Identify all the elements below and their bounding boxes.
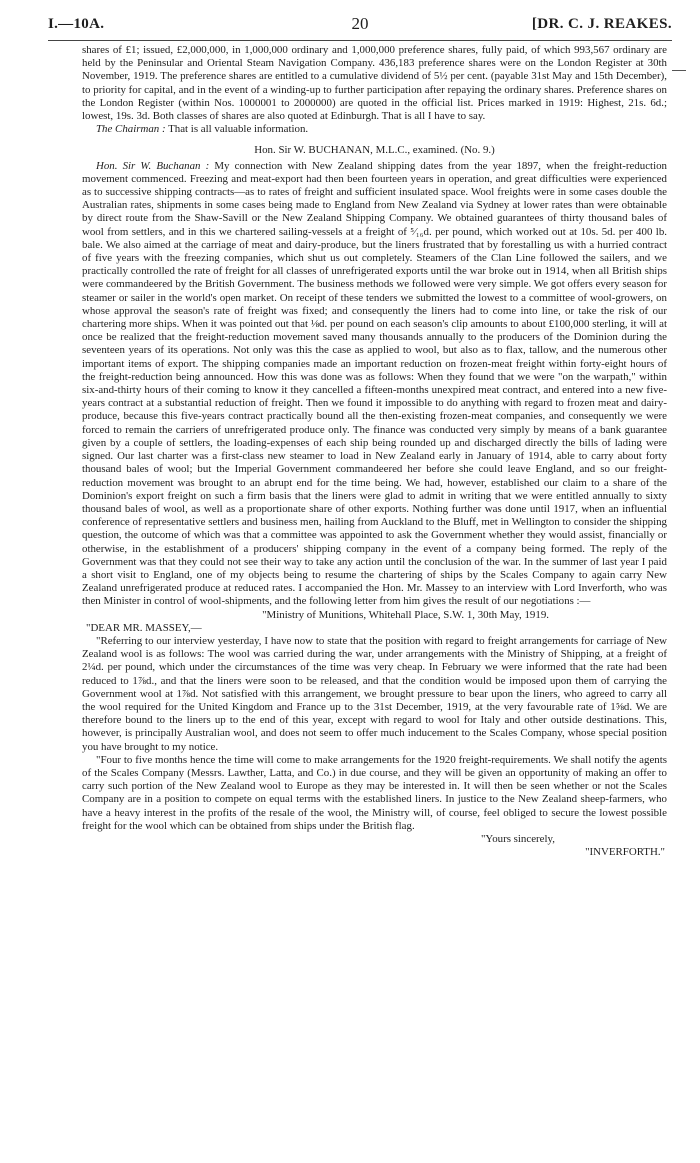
letter-signoff: "Yours sincerely, <box>480 832 555 845</box>
margin-mark <box>672 70 686 71</box>
header-reference: I.—10A. <box>48 16 105 32</box>
speaker-chairman: The Chairman : <box>96 123 166 136</box>
page-number: 20 <box>351 14 369 33</box>
examination-heading: Hon. Sir W. BUCHANAN, M.L.C., examined. (No. 9.) <box>254 144 495 157</box>
paragraph-shares: shares of £1; issued, £2,000,000, in 1,000,000 ordinary and 1,000,000 preference shares, fully paid, of which 993,567 ordinary are held by the Peninsular and Oriental Steam Navigation Company. 436,183 preference shares were on the London Register at 30th November, 1919. The preference shares are entitled to a cumulative dividend of 5½ per cent. (payable 31st May and 15th December), to priority for capital, and in the event of a winding-up to further participation after repaying the ordinary shares. Preference shares on the London Register (within Nos. 1000001 to 2000000) are quoted in the official list. Prices marked in 1919: Highest, 21s. 6d.; lowest, 19s. 3d. Both classes of shares are also quoted at Edinburgh. That is all I have to say. <box>82 44 667 123</box>
letter-signature: "INVERFORTH." <box>585 846 665 859</box>
letter-heading: "Ministry of Munitions, Whitehall Place, S.W. 1, 30th May, 1919. <box>262 608 549 621</box>
letter-salutation: "DEAR MR. MASSEY,— <box>86 621 202 634</box>
speaker-buchanan: Hon. Sir W. Buchanan : <box>96 159 210 172</box>
header-rule <box>48 40 672 41</box>
letter-paragraph-2: "Four to five months hence the time will come to make arrangements for the 1920 freight-requirements. We shall notify the agents of the Scales Company (Messrs. Lawther, Latta, and Co.) in due course, and they will be given an opportunity of making an offer to carry such portion of the New Zealand wool to Europe as they may be interested in. It will then be seen whether or not the Scales Company are in a position to compete on equal terms with the established liners. In justice to the New Zealand sheep-farmers, who have a heavy interest in the profits of the resale of the wool, the Ministry will, of course, feel obliged to secure the lowest possible freight for the wool which can be obtained from ships under the British flag. <box>82 753 667 832</box>
chairman-remark: That is all valuable information. <box>168 123 309 136</box>
header-witness: [DR. C. J. REAKES. <box>531 16 672 32</box>
buchanan-evidence: My connection with New Zealand shipping dates from the year 1897, when the freight-reduction movement commenced. Freezing and meat-export had then been fourteen years in operation, and great difficulties were experienced as to successive shipping contracts—as to rates of freight and sufficient insulated space. Wool freights were in some cases double the Australian rates, shipments in some cases being made to England from New Zealand via Sydney at lower rates than were obtainable by direct route from the Shaw-Savill or the New Zealand Shipping Company. We obtained guarantees of thirty thousand bales of wool from settlers, and in this we chartered sailing-vessels at a freight of ⁵⁄₁₆d. per pound, which worked out at 10s. 5d. per 400 lb. bale. We also aimed at the carriage of meat and dairy-produce, but the liners frustrated that by forestalling us with a hurried contract of five years with the freezing companies, which shut us out completely. Steamers of the Clan Line followed the sailers, and we practically controlled the rate of freight for all classes of unrefrigerated exports until the war broke out in 1914, when all British ships were commandeered by the British Government. The business methods we followed were very simple. We got offers every season for steamer or sailer in the world's open market. On receipt of these tenders we submitted the lowest to a committee of wool-growers, on whose approval the season's rate of freight was fixed; and consequently the liners had to come into line, or take the risk of our chartering more ships. When it was pointed out that ⅛d. per pound on each season's clip amounts to about £100,000 sterling, it will at once be realized that the freight-reduction movement saved many thousands annually to the producers of the Dominion during the seventeen years of its operations. Not only was this the case as applied to wool, but also as to flax, tallow, and the numerous other important items of export. The shipping companies made an important reduction on frozen-meat freight within forty-eight hours of the freight-reduction being announced. How this was done was as follows: When they found that we were "on the warpath," within six-and-thirty hours of their coming to know it they cancelled a fifteen-months unexpired meat contract, and entered into a new five-years contract at a substantial reduction of freight. Then we found it impossible to do anything with regard to frozen meat and dairy-produce, because this five-years contract practically bound all the then-existing frozen-meat companies, and consequently we were forced to remain the carriers of unrefrigerated produce only. The finance was conducted very simply by means of a bank guarantee given by a couple of settlers, the loading-expenses of each ship being rounded up and discharged directly the bills of lading were signed. Our last charter was a first-class new steamer to load in New Zealand early in January of 1914, able to carry about forty thousand bales of wool; but the Imperial Government commandeered her before she could leave England, and so our freight-reduction movement was brought to an abrupt end for the time being. We had, however, established our claim to a share of the Dominion's export freight on such a firm basis that the liners were glad to admit in writing that we were entitled annually to sixty thousand bales of wool, as well as a proportionate share of other exports. Nothing further was done until 1917, when an influential conference of representative settlers and business men, hailing from Auckland to the Bluff, met in Wellington to consider the shipping question, the outcome of which was that a committee was appointed to ask the Government whether they would assist, financially or otherwise, in the establishment of a producers' shipping company in the event of a company being formed. The reply of the Government was that they could not see their way to take any action until the conclusion of the war. In the summer of last year I paid a short visit to England, one of my objects being to resume the chartering of ships by the Scales Company to again carry New Zealand unrefrigerated produce at reduced rates. I accompanied the Hon. Mr. Massey to an interview with Lord Inverforth, who was then Minister in control of wool-shipments, and the following letter from him gives the result of our negotiations :— <box>82 159 667 608</box>
letter-paragraph-1: "Referring to our interview yesterday, I have now to state that the position with regard to freight arrangements for carriage of New Zealand wool is as follows: The wool was carried during the war, under arrangements with the Ministry of Shipping, at a freight of 2¼d. per pound, which under the circumstances of the time was very cheap. In February we were informed that the rate had been reduced to 1⅞d., and that the liners were soon to be released, and that the condition would be imposed upon them of carrying the Government wool at 1⅞d. Not satisfied with this arrangement, we brought pressure to bear upon the liners, who agreed to carry all the wool required for the United Kingdom and France up to the 31st December, 1919, at the very favourable rate of 1⅝d. We are therefore bound to the liners up to the end of this year, except with regard to wool for Italy and other outside destinations. This, however, is principally Australian wool, and does not seem to offer much inducement to the Scales Company, whose special position you have brought to my notice. <box>82 634 667 753</box>
paragraph-chairman <box>82 123 667 136</box>
paragraph-buchanan <box>82 160 667 609</box>
page-header <box>48 14 672 38</box>
body-text <box>82 44 667 859</box>
